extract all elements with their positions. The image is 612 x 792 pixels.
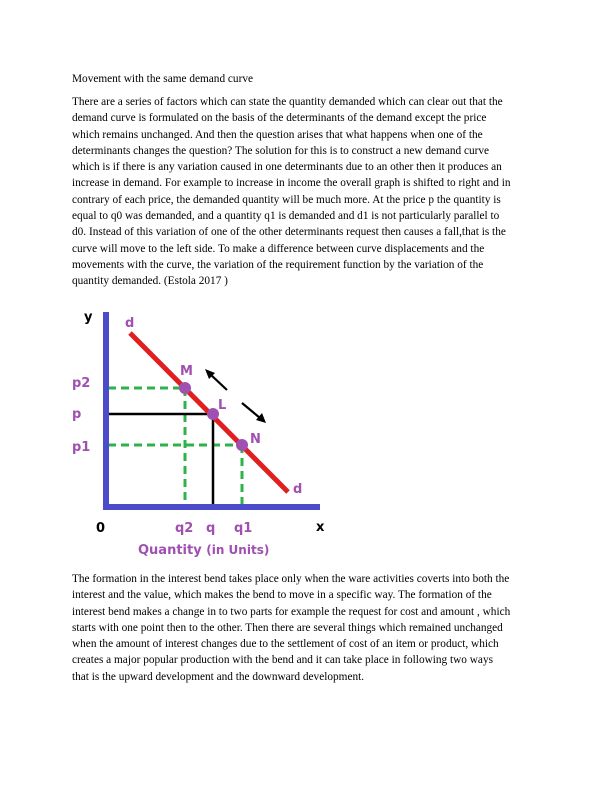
text-line: which is if there is any variation caused in one determinants due to an other then it produces an xyxy=(72,161,502,174)
text-line: d0. Instead of this variation of one of the other determinants request then causes a fall,that is the xyxy=(72,226,506,239)
section-heading: Movement with the same demand curve xyxy=(72,73,254,85)
text-line: when the amount of interest changes due to the settlement of cost of an item or product, which xyxy=(72,638,499,651)
curve-label-top: d xyxy=(125,316,135,331)
text-line: that is the upward development and the downward development. xyxy=(72,670,365,683)
point-n-label: N xyxy=(250,432,261,447)
text-line: interest bend makes a change in to two parts for example the request for cost and amount , which xyxy=(72,605,511,618)
text-line: which remains unchanged. And then the question arises that what happens when one of the xyxy=(72,128,483,141)
demand-curve-figure xyxy=(60,297,335,567)
arrow-up-left-icon xyxy=(210,374,227,390)
text-line: interest and the value, which makes the bend to move in a specific way. The formation of the xyxy=(72,589,492,602)
x-axis-label: x xyxy=(316,520,325,535)
paragraph-1 xyxy=(72,94,511,290)
point-m-label: M xyxy=(180,364,193,379)
quantity-label-q: q xyxy=(206,521,216,536)
x-axis-title: Quantity (in Units) xyxy=(138,543,270,558)
text-line: quantity demanded. (Estola 2017 ) xyxy=(72,275,228,288)
text-line: determinants changes the question? The solution for this is to construct a new demand curve xyxy=(72,144,490,157)
price-label-p2: p2 xyxy=(72,376,91,391)
point-l-label: L xyxy=(218,398,227,413)
text-line: increase in demand. For example to increase in income the overall graph is shifted to right and in xyxy=(72,177,511,190)
text-line: starts with one point then to the other. Then there are several things which remained unchanged xyxy=(72,621,503,634)
origin-label: 0 xyxy=(96,521,106,536)
y-axis-label: y xyxy=(84,310,93,325)
arrow-down-right-icon xyxy=(242,403,260,418)
quantity-label-q2: q2 xyxy=(175,521,194,536)
curve-label-bottom: d xyxy=(293,482,303,497)
price-label-p: p xyxy=(72,407,82,422)
text-line: curve will move to the left side. To make a difference between curve displacements and the xyxy=(72,242,485,255)
text-line: The formation in the interest bend takes place only when the ware activities coverts into both the xyxy=(72,573,510,585)
text-line: There are a series of factors which can state the quantity demanded which can clear out that the xyxy=(72,96,503,108)
price-label-p1: p1 xyxy=(72,440,91,455)
text-line: contrary of each price, the demanded quantity will be much more. At the price p the quantity is xyxy=(72,193,501,206)
text-line: movements with the curve, the variation of the requirement function by the variation of the xyxy=(72,258,484,271)
paragraph-2 xyxy=(72,571,510,685)
text-line: demand curve is formulated on the basis of the determinants of the demand except the price xyxy=(72,112,487,125)
text-line: creates a major popular production with the bend and it can take place in following two ways xyxy=(72,654,493,667)
point-m xyxy=(179,382,191,394)
point-n xyxy=(236,439,248,451)
text-line: equal to q0 was demanded, and a quantity q1 is demanded and d1 is not particularly parallel to xyxy=(72,210,500,223)
quantity-label-q1: q1 xyxy=(234,521,253,536)
